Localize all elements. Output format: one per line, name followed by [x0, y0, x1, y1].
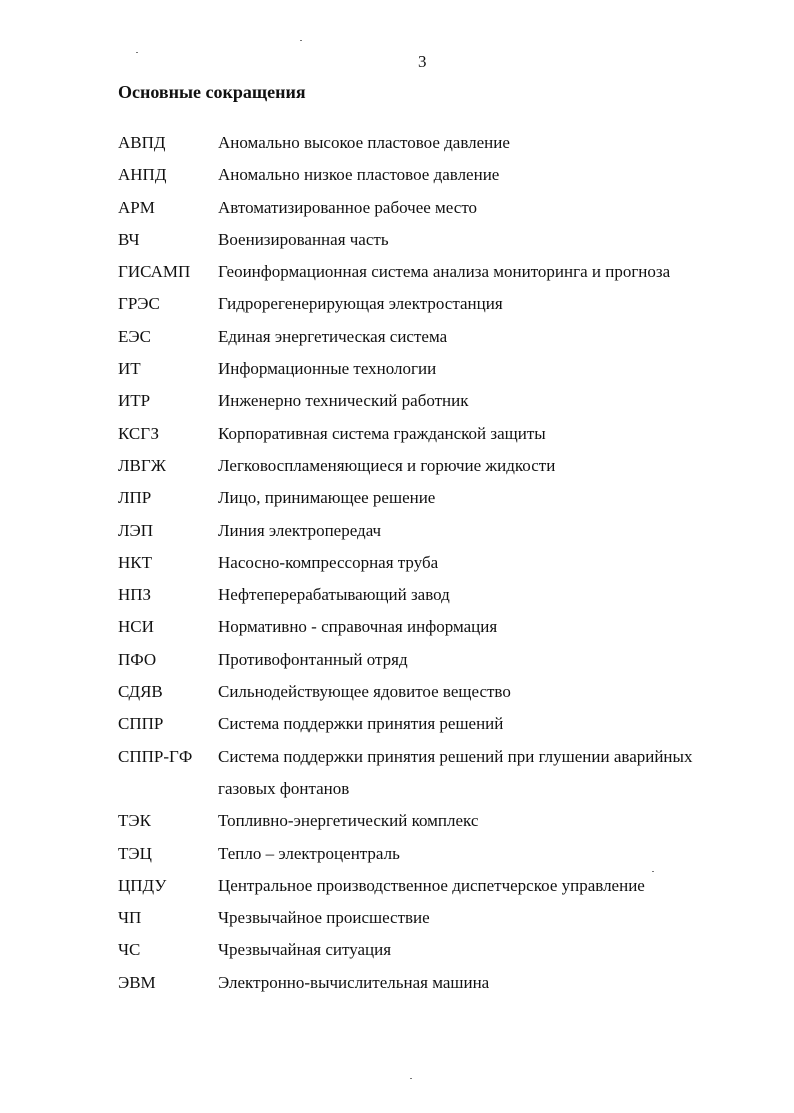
abbreviation-row	[118, 515, 738, 547]
abbreviation-row	[118, 870, 738, 902]
abbreviation-term: ТЭК	[118, 811, 151, 831]
abbreviation-term: ПФО	[118, 649, 157, 669]
abbreviation-row	[118, 611, 738, 643]
abbreviation-row	[118, 385, 738, 417]
abbreviation-row	[118, 418, 738, 450]
scan-speck	[300, 40, 302, 41]
abbreviation-row	[118, 967, 738, 999]
abbreviation-term: СППР-ГФ	[118, 746, 193, 766]
abbreviation-row	[118, 838, 738, 870]
scan-speck	[136, 52, 138, 53]
abbreviation-row	[118, 159, 738, 191]
abbreviation-definition: Насосно-компрессорная труба	[218, 552, 439, 572]
abbreviation-definition: Противофонтанный отряд	[218, 649, 408, 669]
abbreviation-definition: Линия электропередач	[218, 520, 382, 540]
scan-speck	[410, 1078, 412, 1079]
abbreviation-definition: Военизированная часть	[218, 229, 389, 249]
page-number: 3	[418, 52, 427, 71]
abbreviation-term: ТЭЦ	[118, 843, 152, 863]
abbreviation-row	[118, 353, 738, 385]
abbreviation-term: СППР	[118, 714, 164, 734]
abbreviation-row	[118, 450, 738, 482]
abbreviation-row	[118, 192, 738, 224]
abbreviation-term: АВПД	[118, 133, 166, 152]
abbreviation-list	[118, 127, 738, 999]
abbreviation-definition: Нефтеперерабатывающий завод	[218, 585, 450, 605]
abbreviation-row	[118, 127, 738, 159]
abbreviation-row	[118, 547, 738, 579]
abbreviation-definition: Чрезвычайная ситуация	[218, 940, 392, 960]
abbreviation-row	[118, 708, 738, 740]
abbreviation-term: ЛПР	[118, 488, 152, 508]
abbreviation-term: ЧП	[118, 908, 142, 928]
abbreviation-row	[118, 256, 738, 288]
abbreviation-definition: Чрезвычайное происшествие	[218, 908, 430, 928]
abbreviation-row	[118, 805, 738, 837]
abbreviation-term: ГИСАМП	[118, 262, 191, 282]
abbreviation-definition: Система поддержки принятия решений при глушении аварийных газовых фонтанов	[218, 746, 693, 798]
page-title: Основные сокращения	[118, 82, 306, 102]
abbreviation-term: ИТ	[118, 359, 141, 379]
abbreviation-definition: Центральное производственное диспетчерское управление	[218, 875, 645, 895]
abbreviation-row	[118, 741, 738, 806]
abbreviation-row	[118, 934, 738, 966]
abbreviation-term: КСГЗ	[118, 423, 160, 443]
abbreviation-term: НПЗ	[118, 585, 152, 605]
abbreviation-term: ЦПДУ	[118, 875, 167, 895]
abbreviation-term: ЛВГЖ	[118, 455, 166, 475]
abbreviation-row	[118, 224, 738, 256]
scan-speck	[652, 871, 654, 872]
abbreviation-row	[118, 902, 738, 934]
abbreviation-definition: Информационные технологии	[218, 359, 437, 379]
abbreviation-row	[118, 288, 738, 320]
abbreviation-definition: Единая энергетическая система	[218, 326, 448, 346]
abbreviation-term: ЧС	[118, 940, 141, 960]
abbreviation-definition: Автоматизированное рабочее место	[218, 197, 478, 217]
abbreviation-term: СДЯВ	[118, 682, 163, 702]
abbreviation-definition: Инженерно технический работник	[218, 391, 469, 411]
abbreviation-term: ГРЭС	[118, 294, 160, 314]
abbreviation-definition: Тепло – электроцентраль	[218, 843, 400, 863]
abbreviation-term: ЭВМ	[118, 972, 156, 992]
abbreviation-row	[118, 321, 738, 353]
abbreviation-term: НСИ	[118, 617, 154, 637]
abbreviation-definition: Система поддержки принятия решений	[218, 714, 504, 734]
abbreviation-term: АНПД	[118, 165, 167, 185]
abbreviation-definition: Гидрорегенерирующая электростанция	[218, 294, 503, 314]
abbreviation-definition: Топливно-энергетический комплекс	[218, 811, 479, 831]
abbreviation-term: ЕЭС	[118, 326, 151, 346]
abbreviation-row	[118, 579, 738, 611]
abbreviation-definition: Корпоративная система гражданской защиты	[218, 423, 546, 443]
abbreviation-term: НКТ	[118, 552, 152, 572]
abbreviation-definition: Аномально низкое пластовое давление	[218, 165, 500, 185]
abbreviation-definition: Геоинформационная система анализа мониторинга и прогноза	[218, 262, 671, 282]
abbreviation-definition: Аномально высокое пластовое давление	[218, 133, 510, 152]
abbreviation-term: АРМ	[118, 197, 155, 217]
abbreviation-definition: Электронно-вычислительная машина	[218, 972, 490, 992]
abbreviation-term: ИТР	[118, 391, 151, 411]
abbreviation-definition: Нормативно - справочная информация	[218, 617, 498, 637]
abbreviation-term: ЛЭП	[118, 520, 154, 540]
abbreviation-row	[118, 482, 738, 514]
abbreviation-definition: Сильнодействующее ядовитое вещество	[218, 682, 511, 702]
abbreviation-row	[118, 644, 738, 676]
abbreviation-definition: Легковоспламеняющиеся и горючие жидкости	[218, 455, 556, 475]
abbreviation-term: ВЧ	[118, 229, 140, 249]
abbreviation-row	[118, 676, 738, 708]
abbreviation-definition: Лицо, принимающее решение	[218, 488, 436, 508]
